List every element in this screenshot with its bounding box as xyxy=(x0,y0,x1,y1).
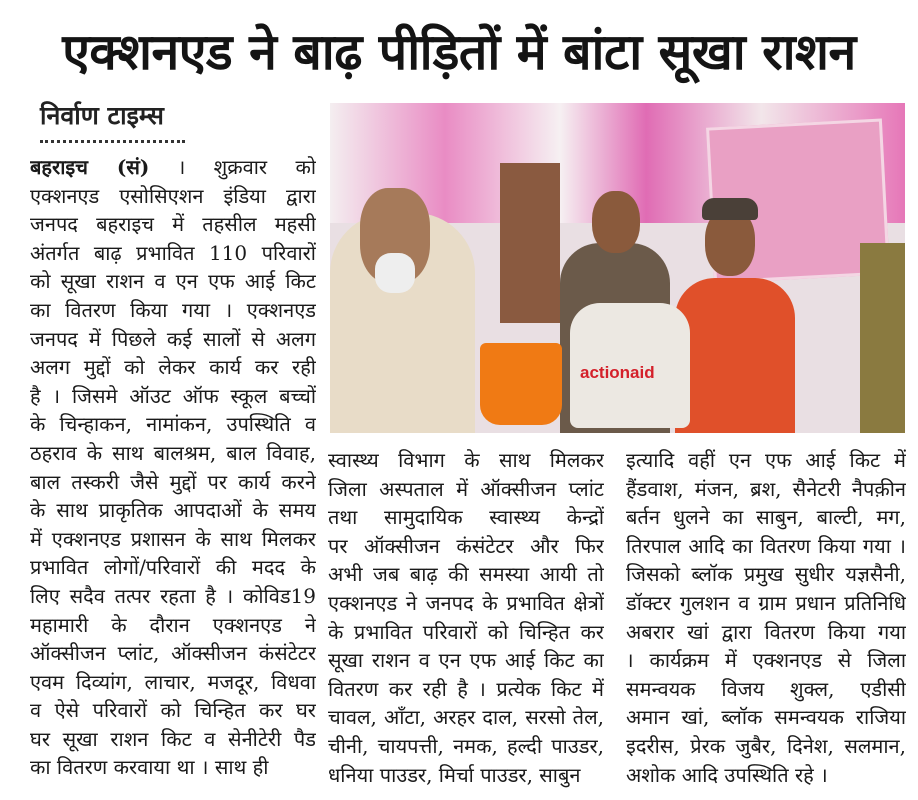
actionaid-logo: actionaid xyxy=(580,363,655,382)
article-line: अमान खां, ब्लॉक समन्वयक राजिया xyxy=(626,705,906,730)
article-line: एक्शनएड एसोसिएशन इंडिया द्वारा xyxy=(30,183,316,208)
article-line: अभी जब बाढ़ की समस्या आयी तो xyxy=(328,562,604,587)
article-line: चीनी, चायपत्ती, नमक, हल्दी पाउडर, xyxy=(328,733,604,758)
article-column-2 xyxy=(328,446,604,789)
article-line: अंतर्गत बाढ़ प्रभावित 110 परिवारों xyxy=(30,240,316,265)
article-line: स्वास्थ्य विभाग के साथ मिलकर xyxy=(328,448,604,472)
article-line: के चिन्हाकन, नामांकन, उपस्थिति व xyxy=(30,412,316,437)
headline: एक्शनएड ने बाढ़ पीड़ितों में बांटा सूखा राशन xyxy=(62,23,856,81)
news-photo xyxy=(330,103,905,433)
article-line: सूखा राशन व एन एफ आई किट का xyxy=(328,648,604,673)
article-line: जनपद बहराइच में तहसील महसी xyxy=(30,212,316,237)
article-line: वितरण कर रही है । प्रत्येक किट में xyxy=(328,676,604,701)
article-line: के साथ प्राकृतिक आपदाओं के समय xyxy=(30,498,316,523)
person-edge xyxy=(860,243,905,433)
article-line: को सूखा राशन व एन एफ आई किट xyxy=(30,269,316,294)
article-line xyxy=(30,153,316,182)
article-line: के प्रभावित परिवारों को चिन्हित कर xyxy=(328,619,604,644)
masthead: निर्वाण टाइम्स xyxy=(40,101,164,130)
article-line: एक्शनएड ने जनपद के प्रभावित क्षेत्रों xyxy=(328,590,604,615)
article-line: महामारी के दौरान एक्शनएड ने xyxy=(30,612,316,637)
article-line: हैंडवाश, मंजन, ब्रश, सैनेटरी नैपक़ीन xyxy=(626,476,906,501)
article-line: अशोक आदि उपस्थिति रहे । xyxy=(626,762,828,787)
article-line: इत्यादि वहीं एन एफ आई किट में xyxy=(626,448,906,472)
article-line: ऑक्सीजन प्लांट, ऑक्सीजन कंसंटेटर xyxy=(30,641,316,666)
article-line: बाल तस्करी जैसे मुद्दों पर कार्य करने xyxy=(30,469,316,494)
brick-wall xyxy=(500,163,560,323)
orange-bucket xyxy=(480,343,562,425)
article-line: अलग मुद्दों को लेकर कार्य कर रही xyxy=(30,355,316,380)
article-line: पर ऑक्सीजन कंसंटेटर और फिर xyxy=(328,533,604,558)
article-line: जनपद में पिछले कई सालों से अलग xyxy=(30,326,316,351)
man-orange-kurta xyxy=(675,278,795,433)
article-line: इदरीस, प्रेरक जुबैर, दिनेश, सलमान, xyxy=(626,733,906,758)
article-line: में एक्शनएड प्रशासन के साथ मिलकर xyxy=(30,526,316,551)
article-line: चावल, आँटा, अरहर दाल, सरसो तेल, xyxy=(328,705,604,730)
article-line: घर सूखा राशन किट व सेनीटेरी पैड xyxy=(30,726,316,751)
article-line: । कार्यक्रम में एक्शनएड से जिला xyxy=(626,648,906,673)
article-line: है । जिसमे ऑउट ऑफ स्कूल बच्चों xyxy=(30,383,316,408)
white-beard xyxy=(375,253,415,293)
article-line: अबरार खां द्वारा वितरण किया गया xyxy=(626,619,906,644)
article-line: तिरपाल आदि का वितरण किया गया । xyxy=(626,533,906,558)
article-line: समन्वयक विजय शुक्ल, एडीसी xyxy=(626,676,906,701)
article-text: । शुक्रवार को xyxy=(177,155,316,179)
article-line: ठहराव के साथ बालश्रम, बाल विवाह, xyxy=(30,440,316,465)
article-line: व ऐसे परिवारों को चिन्हित कर घर xyxy=(30,698,316,723)
cap xyxy=(702,198,758,220)
dateline: बहराइच (सं) xyxy=(30,155,150,179)
article-column-1 xyxy=(30,153,316,782)
article-line: तथा सामुदायिक स्वास्थ्य केन्द्रों xyxy=(328,505,604,530)
ration-bag xyxy=(570,303,690,428)
man-face xyxy=(592,191,640,253)
article-line: लिए सदैव तत्पर रहता है । कोविड19 xyxy=(30,583,316,608)
article-line: जिसको ब्लॉक प्रमुख सुधीर यज्ञसैनी, xyxy=(626,562,906,587)
article-line: जिला अस्पताल में ऑक्सीजन प्लांट xyxy=(328,476,604,501)
article-column-3 xyxy=(626,446,906,789)
article-line: बर्तन धुलने का साबुन, बाल्टी, मग, xyxy=(626,505,906,530)
article-line: प्रभावित लोगों/परिवारों की मदद के xyxy=(30,555,316,580)
article-line: का वितरण किया गया । एक्शनएड xyxy=(30,297,316,322)
article-line: का वितरण करवाया था । साथ ही xyxy=(30,755,269,780)
article-line: एवम दिव्यांग, लाचार, मजदूर, विधवा xyxy=(30,669,316,694)
masthead-divider xyxy=(40,140,185,143)
article-line: डॉक्टर गुलशन व ग्राम प्रधान प्रतिनिधि xyxy=(626,590,906,615)
article-line: धनिया पाउडर, मिर्चा पाउडर, साबुन xyxy=(328,762,581,787)
